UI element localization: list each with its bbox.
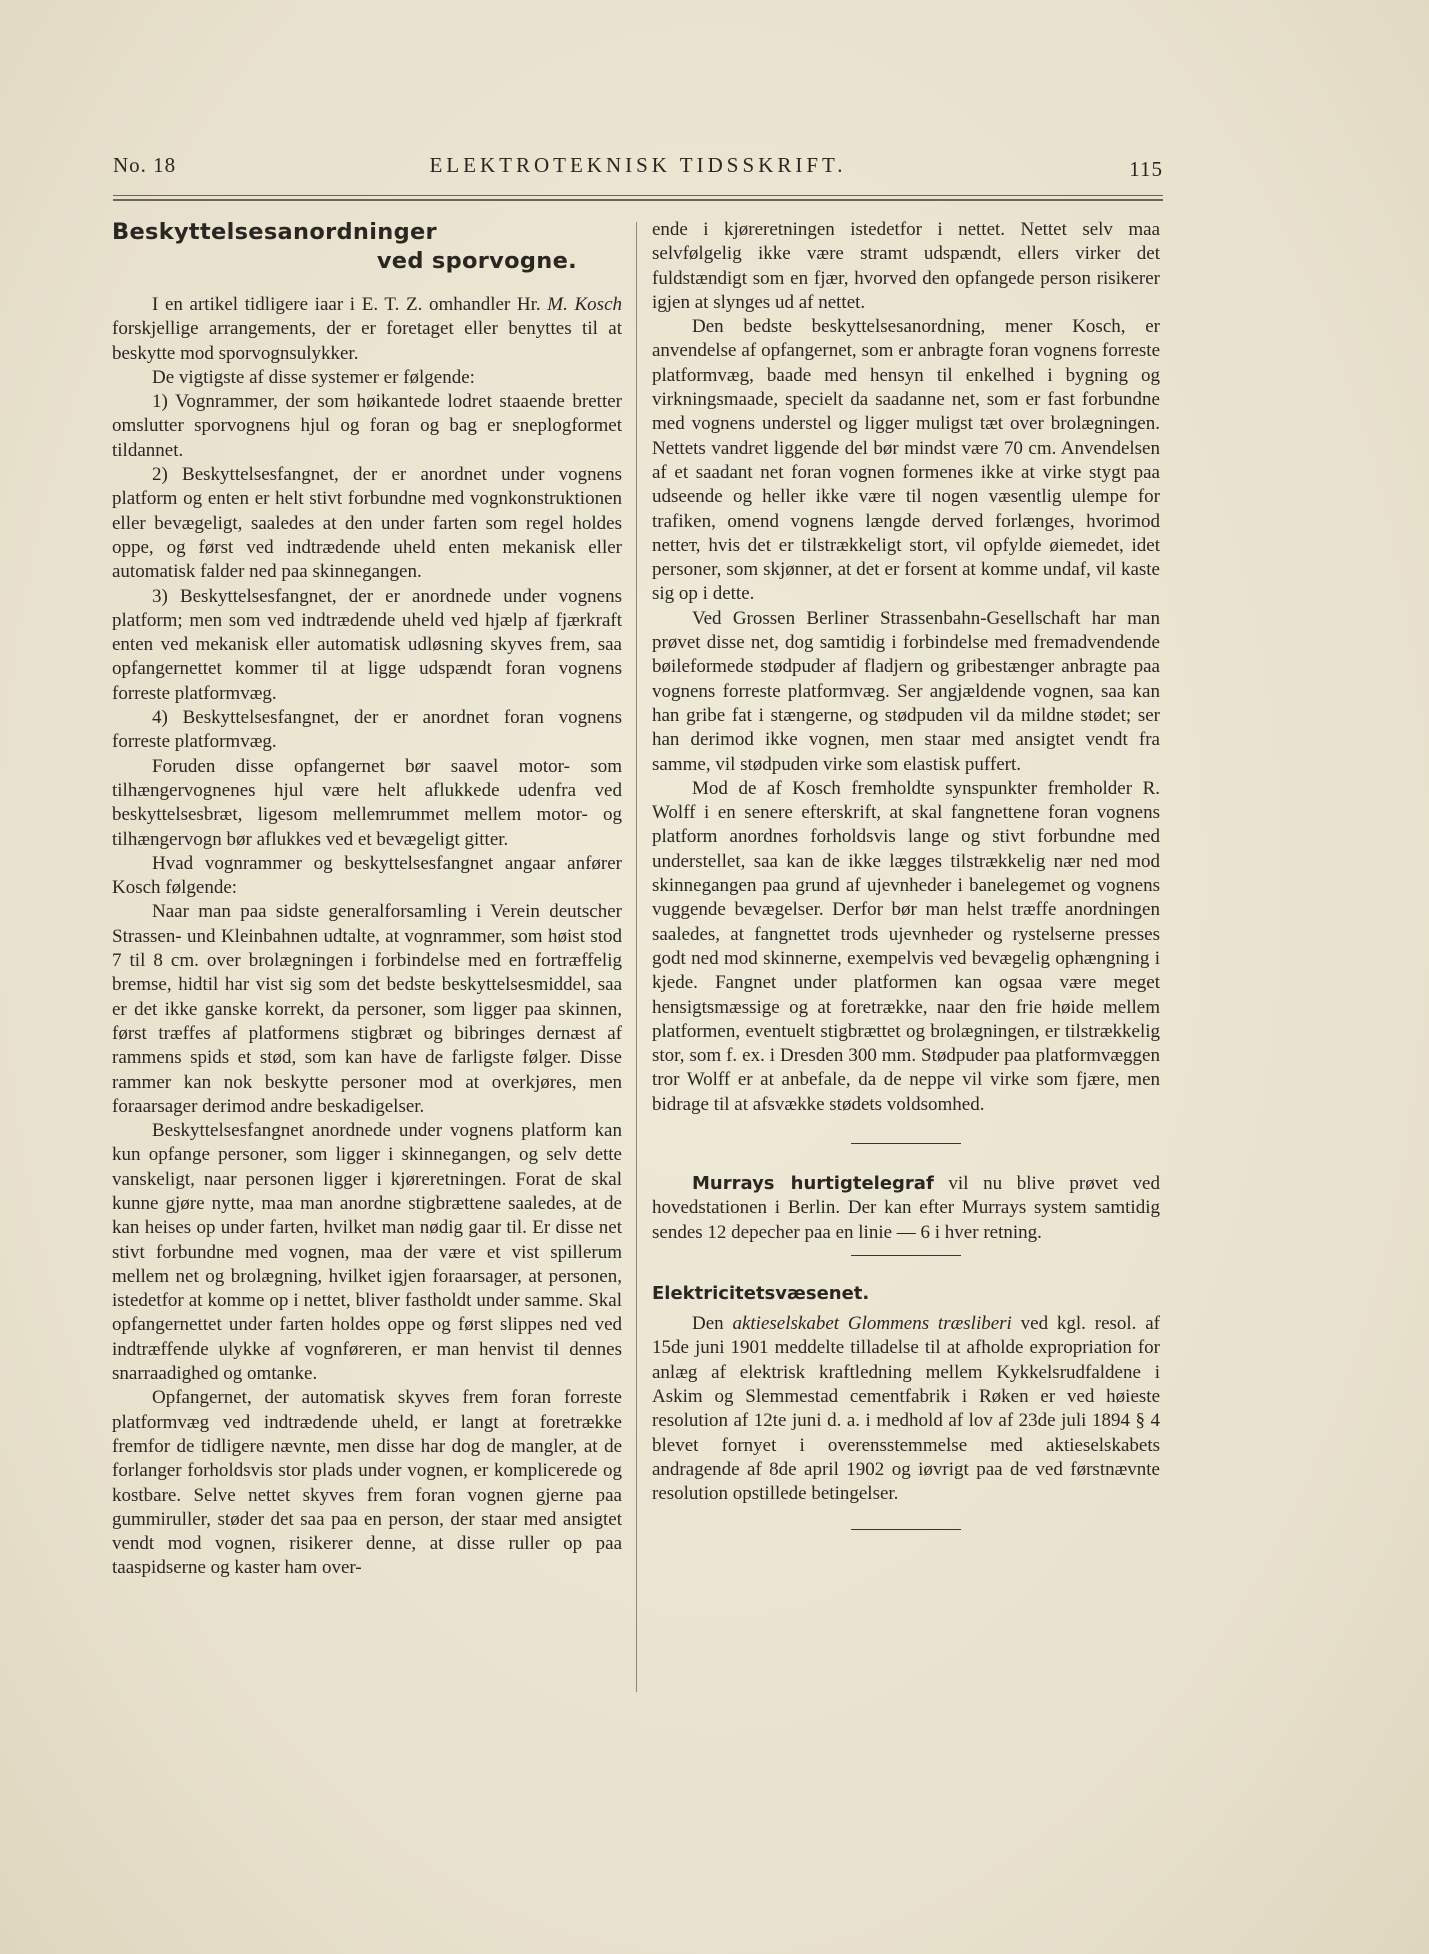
- paragraph: De vigtigste af disse systemer er følgende:: [152, 366, 475, 388]
- murray-text: vil nu blive prøvet ved hovedstationen i Berlin. Der kan efter Murrays system samtidig sendes 12 depecher paa en linie — 6 i hver retning.: [652, 1172, 1160, 1243]
- elek-text-cont: ved kgl. resol. af 15de juni 1901 meddelte tilladelse til at afholde expropriation for anlæg af elektrisk kraftledning mellem Kykkelsrudfaldene i Askim og Slemmestad cementfabrik i Røken er ved høieste resolution af 12te juni d. a. i medhold af lov af 23de juli 1894 § 4 blevet fornyet i overensstemmelse med aktieselskabets andragende af 8de april 1902 og iøvrigt paa de ved førstnævnte resolution opstillede betingelser.: [652, 1313, 1160, 1505]
- paragraph: 2) Beskyttelsesfangnet, der er anordnet under vognens platform og enten er helt stivt forbundne med vognkonstruktionen eller bevægeligt, saaledes at den under farten som regel holdes oppe, og først ved indtrædende uheld enten mekanisk eller automatisk falder ned paa skinnegangen.: [112, 464, 622, 583]
- continuation-paragraph: ende i kjøreretningen istedetfor i nettet. Nettet selv maa selvfølgelig ikke være stramt udspændt, ellers virker det fuldstændigt som en fjær, hvorved den opfangede person risikerer igjen at slynges ud af nettet.: [652, 219, 1160, 313]
- paragraph: Den bedste beskyttelsesanordning, mener Kosch, er anvendelse af opfangernet, som er anbragte foran vognens forreste platformvæg, baade med hensyn til enkelhed i bygning og virkningsmaade, specielt da saadanne net, som er fast forbundne med vognens understel og ligger muligst tæt over brolægningen. Nettets vandret liggende del bør mindst være 70 cm. Anvendelsen af et saadant net foran vognen formenes ikke at virke stygt paa udseende og heller ikke være til nogen væsentlig ulempe for trafiken, omend vognens længde derved forlænges, hvorimod netteт, hvis det er tilstrækkeligt stort, vil opfylde øiemedet, idet personer, som skjønner, at det er forsent at komme undaf, vil kaste sig op i dette.: [652, 316, 1160, 605]
- paragraph: Beskyttelsesfangnet anordnede under vognens platform kan kun opfange personer, som ligger i skinnegangen, og selv dette vanskeligt, naar personen ligger i kjøreretningen. Forat de skal kunne gjøre nytte, maa man anordne stigbrættene saaledes, at de kan heises op under farten, hvilket man nødig gaar til. Er disse net stivt forbundne med vognen, maa der være et vist spillerum mellem net og brolægning, hvilket igjen foraarsager, at personen, istedetfor at komme op i nettet, bliver fastholdt under samme. Skal opfangernettet under farten holdes oppe og først slippes ned ved indtræffende ulykke af vognføreren, er man henvist til dennes snarraadighed og omtanke.: [112, 1120, 622, 1385]
- author-name: M. Kosch: [547, 294, 623, 315]
- paragraph: Opfangernet, der automatisk skyves frem foran forreste platformvæg ved indtrædende uheld, er langt at foretrække fremfor de tidligere nævnte, men disse har dog de mangler, at de forlanger forholdsvis stor plads under vognen, er komplicerede og kostbare. Selve nettet skyves frem foran vognen gjerne paa gummiruller, støder det saa paa en person, der staar med ansigtet vendt mod vognen, risikerer denne, at disse ruller op paa taaspidserne og kaster ham over-: [112, 1387, 622, 1579]
- article-title-line1: Beskyttelsesanordninger: [112, 219, 437, 245]
- journal-title: ELEKTROTEKNISK TIDSSKRIFT.: [429, 153, 847, 177]
- page-number: 115: [1129, 157, 1163, 181]
- page-header: [113, 153, 1163, 187]
- paragraph: Foruden disse opfangernet bør saavel motor- som tilhængervognenes hjul være helt aflukkede udenfra ved beskyttelsesbræt, ligesom mellemrummet mellem motor- og tilhængervogn bør aflukkes ved et bevægeligt gitter.: [112, 755, 622, 850]
- intro-paragraph: [112, 293, 622, 366]
- header-rule: [113, 195, 1163, 196]
- article-title: [112, 218, 622, 276]
- article-title-line2: ved sporvogne.: [376, 248, 577, 274]
- paragraph: Mod de af Kosch fremholdte synspunkter fremholder R. Wolff i en senere efterskrift, at skal fangnettene foran vognens platform anordnes forholdsvis lange og stivt forbundne med understellet, saa kan de ikke lægges tilstrækkelig nær ned mod skinnegangen paa grund af ujevnheder i banelegemet og vognens vuggende bevægelser. Derfor bør man helst træffe anordningen saaledes, at fangnettet trods ujevnheder og rystelserne presses godt ned mod skinnerne, exempelvis ved bevægelig ophængning i kjede. Fangnet under platformen kan ogsaa være meget hensigtsmæssige og at foretrække, naar den frie høide mellem platformen, eventuelt stigbrættet og brolægningen, er tilstrækkelig stor, som f. ex. i Dresden 300 mm. Stødpuder paa platformvæggen tror Wolff er at anbefale, da de neppe vil virke som fjære, men bidrage til at afsvække stødets voldsomhed.: [652, 777, 1160, 1115]
- elektricitet-paragraph: [652, 1312, 1160, 1506]
- intro-text: I en artikel tidligere iaar i E. T. Z. omhandler Hr.: [152, 294, 548, 315]
- paragraph: Naar man paa sidste generalforsamling i Verein deutscher Strassen- und Kleinbahnen udtalte, at vognrammer, som høist stod 7 til 8 cm. over brolægningen i forbindelse med en fortræffelig bremse, hidtil har vist sig som det bedste beskyttelsesmiddel, saa er det ikke ganske korrekt, da personer, som ligger paa skinnen, først træffes af platformens stigbræt og bibringes dernæst af rammens spids et stød, som kan have de farligste følger. Disse rammer kan nok beskytte personer mod at overkjøres, men foraarsager derimod andre beskadigelser.: [112, 901, 622, 1117]
- intro-text-cont: forskjellige arrangements, der er foretaget eller benyttes til at beskytte mod sporvognsulykker.: [112, 318, 622, 364]
- column-divider: [636, 222, 637, 1692]
- left-column: [112, 218, 622, 1581]
- company-name: aktieselskabet Glommens træsliberi: [732, 1313, 1012, 1335]
- right-column: [652, 218, 1160, 1530]
- paragraph: Hvad vognrammer og beskyttelsesfangnet angaar anfører Kosch følgende:: [112, 852, 622, 899]
- header-rule-thick: [113, 199, 1163, 201]
- end-separator: [851, 1529, 961, 1530]
- paragraph: 4) Beskyttelsesfangnet, der er anordnet foran vognens forreste platformvæg.: [112, 707, 622, 753]
- section-heading: Elektricitetsvæsenet.: [652, 1282, 870, 1304]
- elek-text: Den: [692, 1313, 733, 1335]
- paragraph: 1) Vognrammer, der som høikantede lodret staaende bretter omslutter sporvognens hjul og foran og bag er sneplogformet tildannet.: [112, 391, 622, 461]
- paragraph: Ved Grossen Berliner Strassenbahn-Gesellschaft har man prøvet disse net, dog samtidig i forbindelse med fremadvendende bøileformede stødpuder af fladjern og gribestænger anbragte paa vognens forreste platformvæg. Ser angjældende vognen, saa kan han gribe fat i stængerne, og stødpuden vil da mildne stødet; ser han derimod ikke vognen, men staar med ansigtet vendt fra samme, vil stødpuden virke som elastisk puffert.: [652, 607, 1160, 775]
- issue-number: No. 18: [113, 153, 177, 177]
- murray-heading: Murrays hurtigtelegraf: [692, 1172, 934, 1194]
- murray-notice: [652, 1172, 1160, 1245]
- paragraph: 3) Beskyttelsesfangnet, der er anordnede under vognens platform; men som ved indtrædende uheld ved hjælp af fjærkraft enten ved mekanisk eller automatisk udløsning skyves frem, saa opfangernettet kommer til at ligge udspændt foran vognens forreste platformvæg.: [112, 585, 622, 704]
